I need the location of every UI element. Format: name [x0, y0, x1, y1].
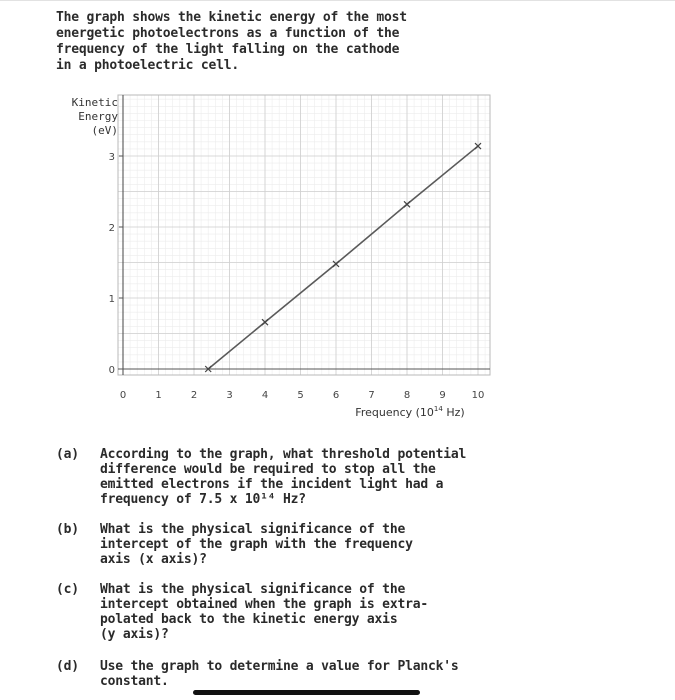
- x-tick-label: 5: [297, 390, 304, 401]
- x-axis-title-group: [355, 405, 464, 419]
- question-c-label: (c): [56, 582, 79, 597]
- question-a-text: According to the graph, what threshold potential difference would be required to stop all the emitted electrons if the incident light had a frequency of 7.5 x 10¹⁴ Hz?: [100, 447, 467, 507]
- x-axis-title-main: Frequency (10: [355, 406, 434, 419]
- chart-major-grid: [118, 95, 490, 375]
- x-tick-label: 4: [261, 390, 269, 401]
- x-tick-label: 7: [368, 390, 375, 401]
- x-tick-label: 10: [471, 390, 485, 401]
- x-tick-label: 8: [403, 390, 411, 401]
- plot-frame: [118, 95, 490, 375]
- x-tick-label: 0: [119, 390, 127, 401]
- question-c-text: What is the physical significance of the intercept obtained when the graph is extra- polated back to the kinetic energy axis (y axis)?: [100, 582, 428, 642]
- question-d-text: Use the graph to determine a value for Planck's constant.: [100, 659, 459, 689]
- chart-axes: [118, 95, 490, 375]
- question-b-text: What is the physical significance of the intercept of the graph with the frequency axis (x axis)?: [100, 522, 413, 567]
- y-tick-label: 2: [108, 223, 115, 234]
- x-tick-label: 2: [190, 390, 198, 401]
- x-tick-label: 1: [155, 390, 162, 401]
- y-axis-title-line-2: Energy: [78, 110, 118, 123]
- y-axis-title-line-1: Kinetic: [71, 96, 118, 109]
- chart-minor-grid: [118, 95, 490, 375]
- question-d-label: (d): [56, 659, 79, 674]
- intro-paragraph: The graph shows the kinetic energy of the most energetic photoelectrons as a function of the frequency of the light falling on the cathode in a photoelectric cell.: [56, 10, 407, 73]
- y-tick-label: 0: [108, 365, 115, 376]
- question-a-label: (a): [56, 447, 79, 462]
- x-axis-title-exponent: 14: [433, 405, 443, 413]
- question-b-label: (b): [56, 522, 79, 537]
- y-axis-title-line-3: (eV): [91, 124, 118, 137]
- x-tick-label: 3: [226, 390, 233, 401]
- y-tick-label: 1: [108, 294, 115, 305]
- y-tick-label: 3: [108, 152, 115, 163]
- x-axis-title-unit: Hz): [442, 406, 465, 419]
- x-axis-title: [355, 405, 464, 419]
- x-tick-label: 9: [439, 390, 446, 401]
- home-indicator-bar: [193, 690, 420, 695]
- x-tick-label: 6: [332, 390, 340, 401]
